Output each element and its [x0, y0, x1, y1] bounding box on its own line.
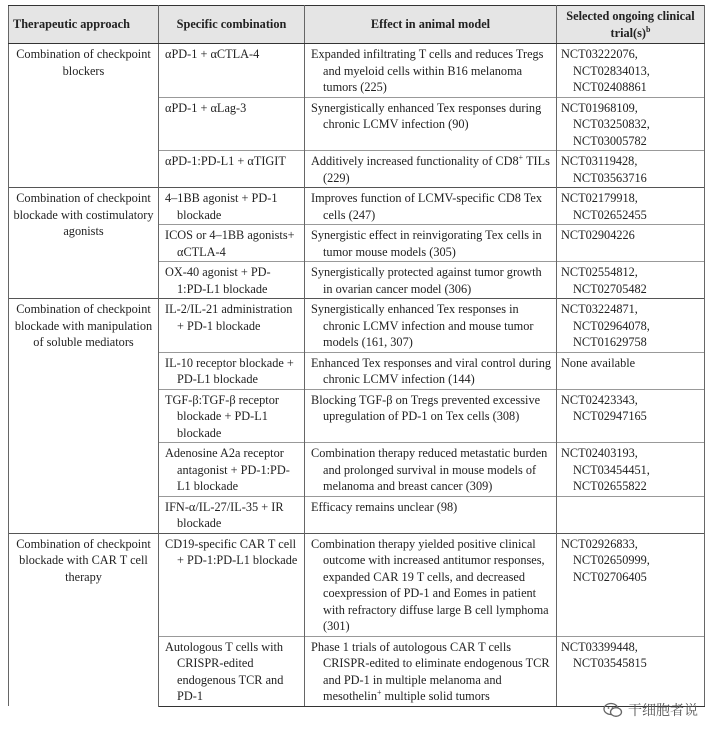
effect-cell — [305, 151, 557, 188]
trials-cell — [557, 352, 705, 389]
header-trials-label: Selected ongoing clinical trial(s) — [566, 9, 695, 40]
trial-id: NCT03563716 — [573, 170, 647, 185]
combination-cell: Autologous T cells with CRISPR-edited endogenous TCR and PD-1 — [159, 636, 305, 706]
trial-id: NCT01629758 — [573, 335, 647, 349]
effect-cell: Synergistically enhanced Tex responses during chronic LCMV infection (90) — [305, 97, 557, 151]
watermark — [603, 700, 698, 720]
superscript: + — [376, 687, 382, 697]
effect-cell — [305, 636, 557, 706]
effect-cell: Blocking TGF-β on Tregs prevented excessive upregulation of PD-1 on Tex cells (308) — [305, 389, 557, 443]
trial-id: NCT01968109, — [561, 100, 638, 115]
trial-id: NCT02408861 — [573, 80, 647, 94]
effect-cell: Combination therapy reduced metastatic burden and prolonged survival in mouse models of melanoma and breast cancer (309) — [305, 443, 557, 497]
combination-cell: 4–1BB agonist + PD-1 blockade — [159, 188, 305, 225]
trials-cell — [557, 44, 705, 98]
trials-cell — [557, 389, 705, 443]
header-combination: Specific combination — [159, 6, 305, 44]
effect-text: Additively increased functionality of CD8 — [311, 154, 519, 168]
effect-cell: Enhanced Tex responses and viral control during chronic LCMV infection (144) — [305, 352, 557, 389]
effect-text: TILs (229) — [323, 154, 550, 185]
header-trials-footnote: b — [646, 24, 651, 34]
trials-cell — [557, 443, 705, 497]
trial-id: NCT03119428, — [561, 154, 638, 168]
trial-id: NCT02652455 — [573, 207, 647, 222]
trial-id: NCT02706405 — [573, 569, 647, 584]
combination-cell: TGF-β:TGF-β receptor blockade + PD-L1 blockade — [159, 389, 305, 443]
watermark-text: 干细胞者说 — [628, 703, 698, 719]
combination-cell: Adenosine A2a receptor antagonist + PD-1:PD-L1 blockade — [159, 443, 305, 497]
combination-cell: CD19-specific CAR T cell + PD-1:PD-L1 blockade — [159, 533, 305, 636]
effect-cell: Expanded infiltrating T cells and reduces Tregs and myeloid cells within B16 melanoma tumors (225) — [305, 44, 557, 98]
trial-id: NCT03224871, — [561, 302, 638, 316]
trials-cell — [557, 151, 705, 188]
trial-id: NCT02554812, — [561, 265, 638, 279]
trial-id: None available — [561, 355, 636, 370]
effect-text: multiple solid tumors — [381, 689, 490, 703]
table-row — [9, 299, 705, 353]
approach-cell: Combination of checkpoint blockade with manipulation of soluble mediators — [9, 299, 159, 534]
table-row — [9, 188, 705, 225]
effect-cell: Combination therapy yielded positive clinical outcome with increased antitumor responses, expanded CAR 19 T cells, and decreased coexpression of PD-1 and Eomes in patient with refractory diffuse large B cell lymphoma (301) — [305, 533, 557, 636]
trials-cell — [557, 533, 705, 636]
trial-id: NCT03250832, — [573, 117, 650, 131]
trial-id: NCT02947165 — [573, 409, 647, 423]
trial-id: NCT03454451, — [573, 462, 650, 477]
trials-cell — [557, 188, 705, 225]
trial-id: NCT02423343, — [561, 392, 638, 407]
approach-cell: Combination of checkpoint blockade with CAR T cell therapy — [9, 533, 159, 706]
approach-cell: Combination of checkpoint blockade with costimulatory agonists — [9, 188, 159, 299]
effect-cell: Synergistically enhanced Tex responses in chronic LCMV infection and mouse tumor models (161, 307) — [305, 299, 557, 353]
combination-cell: αPD-1:PD-L1 + αTIGIT — [159, 151, 305, 188]
trial-id: NCT02179918, — [561, 191, 638, 205]
effect-cell: Synergistic effect in reinvigorating Tex cells in tumor mouse models (305) — [305, 225, 557, 262]
superscript: + — [518, 152, 524, 162]
trials-cell — [557, 496, 705, 533]
table-row — [9, 533, 705, 636]
trial-id: NCT03005782 — [573, 133, 647, 148]
header-approach: Therapeutic approach — [9, 6, 159, 44]
effect-cell: Improves function of LCMV-specific CD8 Tex cells (247) — [305, 188, 557, 225]
trial-id: NCT02650999, — [573, 553, 650, 567]
trials-cell — [557, 299, 705, 353]
trial-id: NCT03222076, — [561, 47, 638, 61]
combination-cell: ICOS or 4–1BB agonists+ αCTLA-4 — [159, 225, 305, 262]
combination-cell: OX-40 agonist + PD-1:PD-L1 blockade — [159, 262, 305, 299]
trial-id: NCT03399448, — [561, 639, 638, 654]
approach-cell: Combination of checkpoint blockers — [9, 44, 159, 188]
clinical-trials-table — [8, 5, 705, 707]
effect-cell: Synergistically protected against tumor growth in ovarian cancer model (306) — [305, 262, 557, 299]
trials-cell — [557, 97, 705, 151]
combination-cell: αPD-1 + αCTLA-4 — [159, 44, 305, 98]
trial-id: NCT02705482 — [573, 281, 647, 296]
trial-id: NCT03545815 — [573, 656, 647, 670]
effect-cell: Efficacy remains unclear (98) — [305, 496, 557, 533]
trial-id: NCT02655822 — [573, 479, 647, 493]
trials-cell — [557, 262, 705, 299]
trials-cell — [557, 225, 705, 262]
trials-cell — [557, 636, 705, 706]
effect-text: Phase 1 trials of autologous CAR T cells CRISPR-edited to eliminate endogenous TCR and PD-1 in multiple melanoma and mesothelin — [311, 639, 550, 703]
table-row — [9, 44, 705, 98]
header-row — [9, 6, 705, 44]
trial-id: NCT02403193, — [561, 446, 638, 460]
header-effect: Effect in animal model — [305, 6, 557, 44]
combination-cell: αPD-1 + αLag-3 — [159, 97, 305, 151]
combination-cell: IL-2/IL-21 administration + PD-1 blockade — [159, 299, 305, 353]
trial-id: NCT02834013, — [573, 63, 650, 78]
header-trials — [557, 6, 705, 44]
trial-id: NCT02964078, — [573, 318, 650, 333]
combination-cell: IFN-α/IL-27/IL-35 + IR blockade — [159, 496, 305, 533]
wechat-icon — [603, 702, 623, 718]
trial-id: NCT02926833, — [561, 536, 638, 551]
trial-id: NCT02904226 — [561, 228, 635, 242]
combination-cell: IL-10 receptor blockade + PD-L1 blockade — [159, 352, 305, 389]
